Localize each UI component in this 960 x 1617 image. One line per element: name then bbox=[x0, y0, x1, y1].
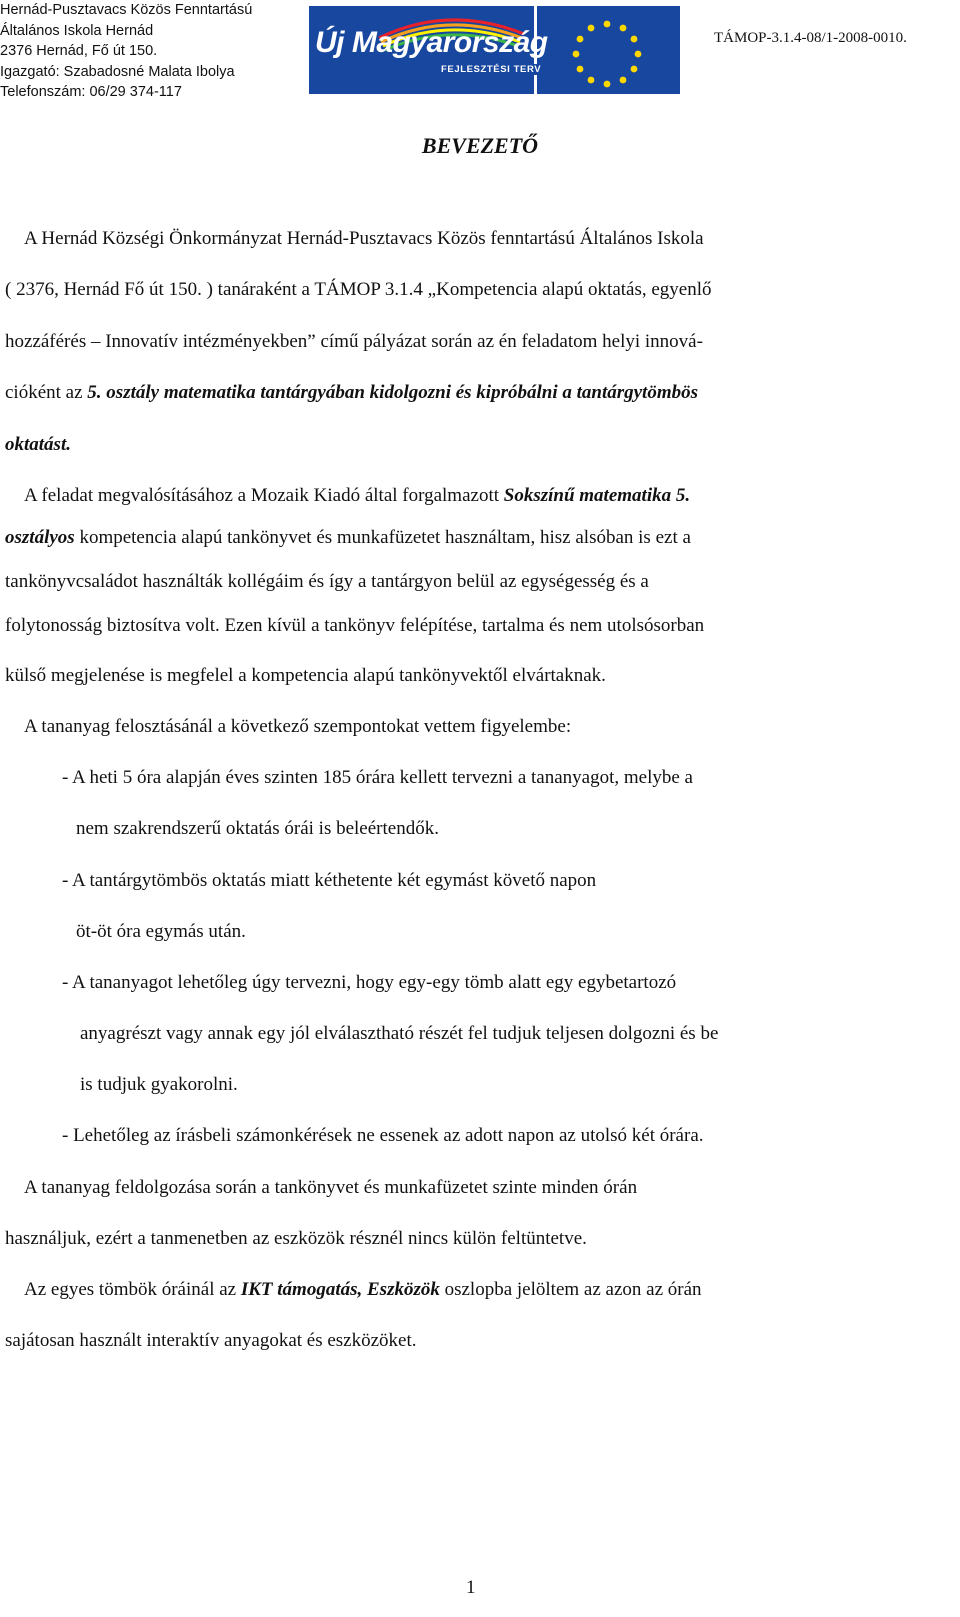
paragraph-2-line-4: folytonosság biztosítva volt. Ezen kívül a tankönyv felépítése, tartalma és nem utolsósorban bbox=[5, 615, 705, 636]
page-number: 1 bbox=[466, 1577, 476, 1598]
bullet-1-line-2: nem szakrendszerű oktatás órái is beleértendők. bbox=[76, 818, 439, 839]
paragraph-1-emphasis: 5. osztály matematika tantárgyában kidolgozni és kipróbálni a tantárgytömbös bbox=[87, 382, 698, 403]
paragraph-1-line-5: oktatást. bbox=[5, 434, 71, 455]
paragraph-1-line-4 bbox=[5, 367, 698, 419]
paragraph-2-line-2-text: kompetencia alapú tankönyvet és munkafüzetet használtam, hisz alsóban is ezt a bbox=[74, 527, 691, 548]
book-title: Sokszínű matematika 5. bbox=[503, 485, 691, 506]
bullet-3-line-1: - A tananyagot lehetőleg úgy tervezni, hogy egy-egy tömb alatt egy egybetartozó bbox=[62, 972, 677, 993]
paragraph-5-line-2: sajátosan használt interaktív anyagokat és eszközöket. bbox=[5, 1330, 417, 1351]
bullet-1-line-1: - A heti 5 óra alapján éves szinten 185 órára kellett tervezni a tananyagot, melybe a bbox=[62, 767, 693, 788]
school-phone-line: Telefonszám: 06/29 374-117 bbox=[0, 84, 182, 100]
logo-title: Új Magyarország bbox=[315, 26, 548, 59]
paragraph-4-line-2: használjuk, ezért a tanmenetben az eszközök résznél nincs külön feltüntetve. bbox=[5, 1228, 587, 1249]
paragraph-1-line-3: hozzáférés – Innovatív intézményekben” című pályázat során az én feladatom helyi innová- bbox=[5, 331, 703, 352]
uj-magyarorszag-eu-logo bbox=[309, 6, 680, 94]
paragraph-1-line-4-text: cióként az bbox=[5, 382, 88, 403]
bullet-2-line-2: öt-öt óra egymás után. bbox=[76, 921, 246, 942]
paragraph-5-line-1 bbox=[24, 1264, 702, 1316]
paragraph-3-intro: A tananyag felosztásánál a következő szempontokat vettem figyelembe: bbox=[24, 716, 572, 737]
page-title: BEVEZETŐ bbox=[421, 133, 539, 158]
logo-subtitle: FEJLESZTÉSI TERV bbox=[441, 64, 542, 75]
paragraph-1-line-2: ( 2376, Hernád Fő út 150. ) tanáraként a TÁMOP 3.1.4 „Kompetencia alapú oktatás, egyenlő bbox=[5, 279, 712, 300]
paragraph-4-line-1: A tananyag feldolgozása során a tankönyvet és munkafüzetet szinte minden órán bbox=[24, 1177, 638, 1198]
paragraph-5-line-1-rest: oszlopba jelöltem az azon az órán bbox=[439, 1279, 702, 1300]
school-address-line: 2376 Hernád, Fő út 150. bbox=[0, 43, 158, 59]
school-principal-line: Igazgató: Szabadosné Malata Ibolya bbox=[0, 63, 235, 80]
column-name-emphasis: IKT támogatás, Eszközök bbox=[240, 1279, 440, 1300]
school-name-line: Hernád-Pusztavacs Közös Fenntartású bbox=[0, 2, 253, 18]
bullet-4-line-1: - Lehetőleg az írásbeli számonkérések ne essenek az adott napon az utolsó két órára. bbox=[62, 1125, 704, 1146]
book-title-continued: osztályos bbox=[5, 527, 75, 548]
paragraph-2-line-5: külső megjelenése is megfelel a kompetencia alapú tankönyvektől elvártaknak. bbox=[5, 665, 606, 686]
paragraph-2-line-3: tankönyvcsaládot használták kollégáim és így a tantárgyon belül az egységesség és a bbox=[5, 571, 649, 592]
project-code: TÁMOP-3.1.4-08/1-2008-0010. bbox=[714, 30, 907, 46]
paragraph-2-line-1-text: A feladat megvalósításához a Mozaik Kiadó által forgalmazott bbox=[24, 485, 504, 506]
school-name-line-2: Általános Iskola Hernád bbox=[0, 22, 154, 39]
paragraph-5-line-1-text: Az egyes tömbök óráinál az bbox=[24, 1279, 241, 1300]
bullet-2-line-1: - A tantárgytömbös oktatás miatt kéthetente két egymást követő napon bbox=[62, 870, 597, 891]
bullet-3-line-2: anyagrészt vagy annak egy jól elválasztható részét fel tudjuk teljesen dolgozni és be bbox=[80, 1023, 719, 1044]
bullet-3-line-3: is tudjuk gyakorolni. bbox=[80, 1074, 238, 1095]
paragraph-1-line-1: A Hernád Községi Önkormányzat Hernád-Pusztavacs Közös fenntartású Általános Iskola bbox=[24, 228, 704, 249]
school-address-block bbox=[0, 0, 252, 103]
